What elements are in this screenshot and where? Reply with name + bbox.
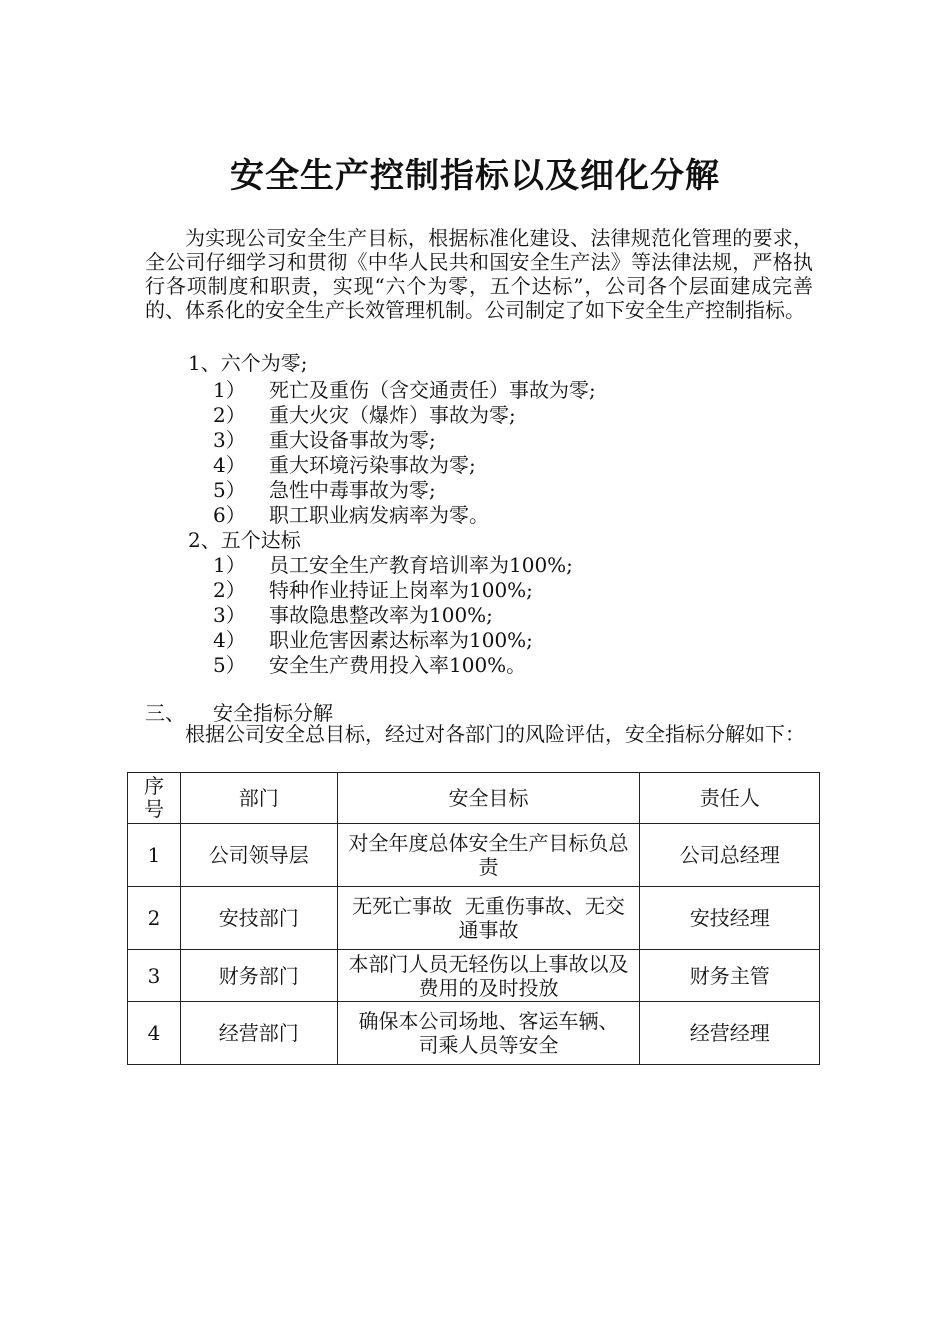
- table-cell: 财务主管: [640, 950, 820, 1002]
- table-cell: 安技经理: [640, 887, 820, 950]
- table-cell: 对全年度总体安全生产目标负总责: [337, 824, 640, 887]
- table-cell: 经营部门: [180, 1002, 337, 1065]
- list-item: 4） 重大环境污染事故为零;: [213, 453, 476, 477]
- list-item: 4） 职业危害因素达标率为100%;: [213, 628, 533, 652]
- page-title: 安全生产控制指标以及细化分解: [230, 156, 720, 196]
- safety-targets-table: [127, 772, 820, 1065]
- table-cell: 公司总经理: [640, 824, 820, 887]
- list-item: 5） 安全生产费用投入率100%。: [213, 653, 527, 677]
- list-item: 1） 死亡及重伤（含交通责任）事故为零;: [213, 378, 596, 402]
- table-row: [128, 950, 820, 1002]
- header-cell: 责任人: [640, 773, 820, 824]
- table-cell: 4: [128, 1002, 181, 1065]
- table-cell: 安技部门: [180, 887, 337, 950]
- list-item: 3） 重大设备事故为零;: [213, 428, 436, 452]
- header-cell: 部门: [180, 773, 337, 824]
- header-cell: 序号: [128, 773, 181, 824]
- intro-text: 为实现公司安全生产目标，根据标准化建设、法律规范化管理的要求，全公司仔细学习和贯彻《中华人民共和国安全生产法》等法律法规，严格执行各项制度和职责，实现“六个为零，五个达标”，公司各个层面建成完善的、体系化的安全生产长效管理机制。公司制定了如下安全生产控制指标。: [145, 226, 813, 322]
- intro-paragraph: [145, 226, 813, 322]
- section3-heading: 三、 安全指标分解: [145, 701, 333, 725]
- list-item: 5） 急性中毒事故为零;: [213, 478, 436, 502]
- table-cell: 财务部门: [180, 950, 337, 1002]
- list-item: 6） 职工职业病发病率为零。: [213, 503, 489, 527]
- list-item: 2） 特种作业持证上岗率为100%;: [213, 578, 533, 602]
- table-cell: 经营经理: [640, 1002, 820, 1065]
- list-item: 1） 员工安全生产教育培训率为100%;: [213, 553, 573, 577]
- section1-heading: 1、六个为零;: [188, 351, 308, 375]
- list-item: 2） 重大火灾（爆炸）事故为零;: [213, 403, 516, 427]
- table-header-row: [128, 773, 820, 824]
- table-cell: 本部门人员无轻伤以上事故以及费用的及时投放: [337, 950, 640, 1002]
- table-cell: 无死亡事故 无重伤事故、无交通事故: [337, 887, 640, 950]
- list-item: 3） 事故隐患整改率为100%;: [213, 603, 493, 627]
- header-cell: 安全目标: [337, 773, 640, 824]
- table-cell: 确保本公司场地、客运车辆、司乘人员等安全: [337, 1002, 640, 1065]
- table-cell: 3: [128, 950, 181, 1002]
- table-cell: 1: [128, 824, 181, 887]
- table-row: [128, 887, 820, 950]
- table-cell: 2: [128, 887, 181, 950]
- section3-paragraph: 根据公司安全总目标，经过对各部门的风险评估，安全指标分解如下：: [185, 722, 805, 746]
- table-row: [128, 1002, 820, 1065]
- section2-heading: 2、五个达标: [188, 528, 301, 552]
- table-row: [128, 824, 820, 887]
- table-cell: 公司领导层: [180, 824, 337, 887]
